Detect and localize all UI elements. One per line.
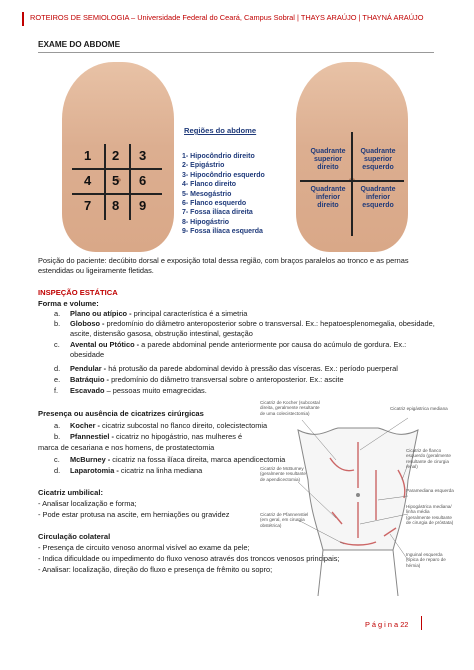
colateral-line: - Presença de circuito venoso anormal visível ao exame da pele; [38, 543, 250, 552]
figure-surgical-scars [258, 400, 454, 596]
scar-label-mcburney: Cicatriz de McBurney (geralmente resultante de apendicectomia) [260, 466, 306, 482]
region-label: 5- Mesogástrio [182, 190, 232, 198]
page-header [22, 12, 452, 26]
forma-volume-title: Forma e volume: [38, 299, 99, 308]
patient-position-text: Posição do paciente: decúbito dorsal e exposição total dessa região, com braços paralelos ao tronco e as pernas estendidas ou ligeiramente fletidas. [38, 256, 409, 276]
region-number-5: 5 [112, 173, 120, 188]
scar-label-midline: Hipogástrica mediana/ linha média (geralmente resultante de cirurgia de próstata) [406, 504, 454, 526]
scar-label-kocher: Cicatriz de Kocher (subcostal direita, geralmente resultante de uma colecistectomia) [260, 400, 320, 416]
quadrant-inferior-direito: Quadrante inferior direito [310, 186, 346, 209]
region-number-4: 4 [84, 173, 92, 188]
footer-accent-bar [421, 616, 422, 630]
region-number-9: 9 [139, 198, 147, 213]
region-label: 9- Fossa ilíaca esquerda [182, 228, 263, 236]
quadrant-superior-direito: Quadrante superior direito [310, 148, 346, 171]
region-label: 8- Hipogástrio [182, 218, 230, 226]
region-line-h2 [72, 193, 162, 195]
quadrant-inferior-esquerdo: Quadrante inferior esquerdo [360, 186, 396, 209]
section-title: EXAME DO ABDOME [38, 40, 121, 49]
header-text: ROTEIROS DE SEMIOLOGIA – Universidade Federal do Ceará, Campus Sobral | THAYS ARAÚJO | THAYNÁ ARAÚJO [30, 13, 424, 22]
region-label: 1- Hipocôndrio direito [182, 153, 255, 160]
colateral-line: - Analisar: localização, direção do fluxo e presença de frêmito ou sopro; [38, 565, 273, 574]
section-divider [38, 52, 434, 53]
umbilical-title: Cicatriz umbilical: [38, 488, 103, 497]
umbilical-line: - Analisar localização e forma; [38, 499, 137, 508]
scar-label-flank: Cicatriz de flanco esquerdo (geralmente resultante de cirurgia renal) [406, 448, 451, 470]
list-item-continuation: marca de cesariana e nos homens, de prostatectomia [38, 443, 215, 452]
region-number-3: 3 [139, 148, 147, 163]
header-accent-bar [22, 12, 24, 26]
quadrant-line-vertical [351, 132, 353, 236]
region-line-h1 [72, 168, 162, 170]
scar-label-paramedian: Paramediana esquerda [406, 488, 454, 493]
region-label: 6- Flanco esquerdo [182, 200, 247, 208]
regions-title: Regiões do abdome [184, 126, 257, 135]
region-number-6: 6 [139, 173, 147, 188]
inspecao-title: INSPEÇÃO ESTÁTICA [38, 288, 118, 297]
region-label: 4- Flanco direito [182, 181, 237, 189]
region-number-2: 2 [112, 148, 120, 163]
region-number-7: 7 [84, 198, 92, 213]
umbilical-line: - Pode estar protusa na ascite, em herniações ou gravidez [38, 510, 230, 519]
colateral-line: - Indica dificuldade ou impedimento do fluxo venoso através dos troncos venosos principais; [38, 554, 340, 563]
scar-label-epigastric: Cicatriz epigástrica mediana [390, 406, 448, 411]
scar-label-inguinal: Inguinal esquerda (típica de reparo de hérnia) [406, 552, 446, 568]
region-number-8: 8 [112, 198, 120, 213]
region-line-v2 [129, 144, 131, 220]
quadrant-line-horizontal [300, 180, 404, 182]
colateral-title: Circulação colateral [38, 532, 111, 541]
region-line-v1 [104, 144, 106, 220]
region-label: 2- Epigástrio [182, 162, 225, 170]
regions-list [182, 152, 265, 237]
scar-label-pfannenstiel: Cicatriz de Pfannenstiel (em geral, em cirurgia obstétrica) [260, 512, 309, 528]
region-number-1: 1 [84, 148, 92, 163]
cicatrizes-title: Presença ou ausência de cicatrizes cirúrgicas [38, 409, 204, 418]
page-number: P á g i n a 22 [365, 620, 409, 629]
region-label: 3- Hipocôndrio esquerdo [182, 171, 265, 179]
region-label: 7- Fossa ilíaca direita [182, 209, 253, 217]
quadrant-superior-esquerdo: Quadrante superior esquerdo [360, 148, 396, 171]
